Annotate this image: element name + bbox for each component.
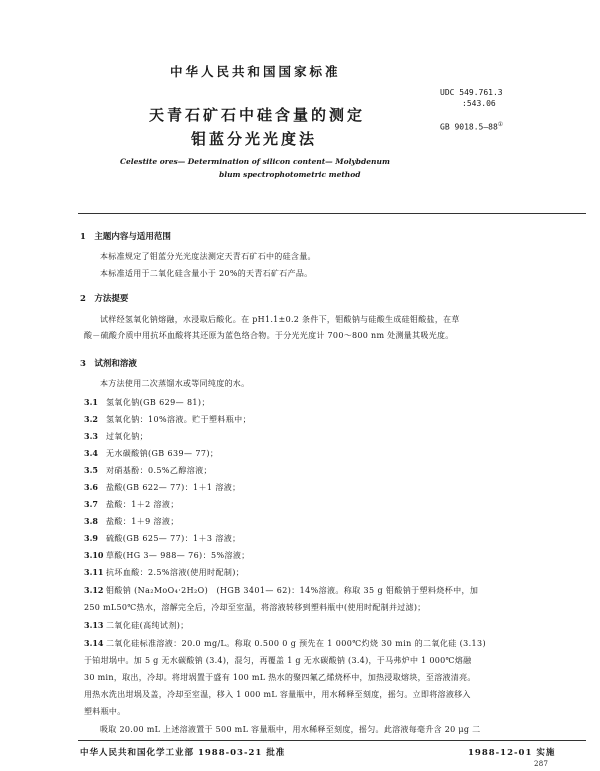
last-paragraph: 吸取 20.00 mL 上述溶液置于 500 mL 容量瓶中，用水稀释至刻度，摇匀。此溶液每毫升含 20 μg 二 [100, 725, 481, 734]
header-divider [78, 213, 586, 214]
implementation-date: 1988-12-01 实施 [468, 748, 556, 758]
approval-text: 中华人民共和国化学工业部 1988-03-21 批准 [80, 748, 286, 758]
page-number: 287 [534, 760, 549, 768]
section2-heading: 2 方法提要 [80, 294, 129, 304]
footer-divider [78, 740, 586, 741]
udc-number-continued: :543.06 [462, 99, 496, 108]
section2-para2: 酸－硫酸介质中用抗坏血酸将其还原为蓝色络合物。于分光光度计 700～800 nm 处测量其吸光度。 [84, 331, 454, 340]
section1-para1: 本标准规定了钼蓝分光光度法测定天青石矿石中的硅含量。 [100, 252, 316, 261]
section3-intro: 本方法使用二次蒸馏水或等同纯度的水。 [100, 379, 250, 388]
english-title-line2: blum spectrophotometric method [219, 170, 361, 179]
section1-heading: 1 主题内容与适用范围 [80, 232, 171, 242]
english-title-line1: Celestite ores— Determination of silicon content— Molybdenum [120, 157, 390, 166]
document-title-line1: 天青石矿石中硅含量的测定 [149, 106, 366, 124]
national-standard-heading: 中华人民共和国国家标准 [170, 64, 341, 79]
section1-para2: 本标准适用于二氧化硅含量小于 20%的天青石矿石产品。 [100, 269, 313, 278]
gb-number: GB 9018.5—88① [440, 121, 504, 132]
document-title-line2: 钼蓝分光光度法 [191, 130, 318, 148]
section3-heading: 3 试剂和溶液 [80, 359, 137, 369]
section2-para1: 试样经氢氧化钠熔融，水浸取后酸化。在 pH1.1±0.2 条件下，钼酸钠与硅酸生成硅钼酸盐，在草 [100, 315, 460, 324]
udc-number: UDC 549.761.3 [440, 88, 503, 97]
